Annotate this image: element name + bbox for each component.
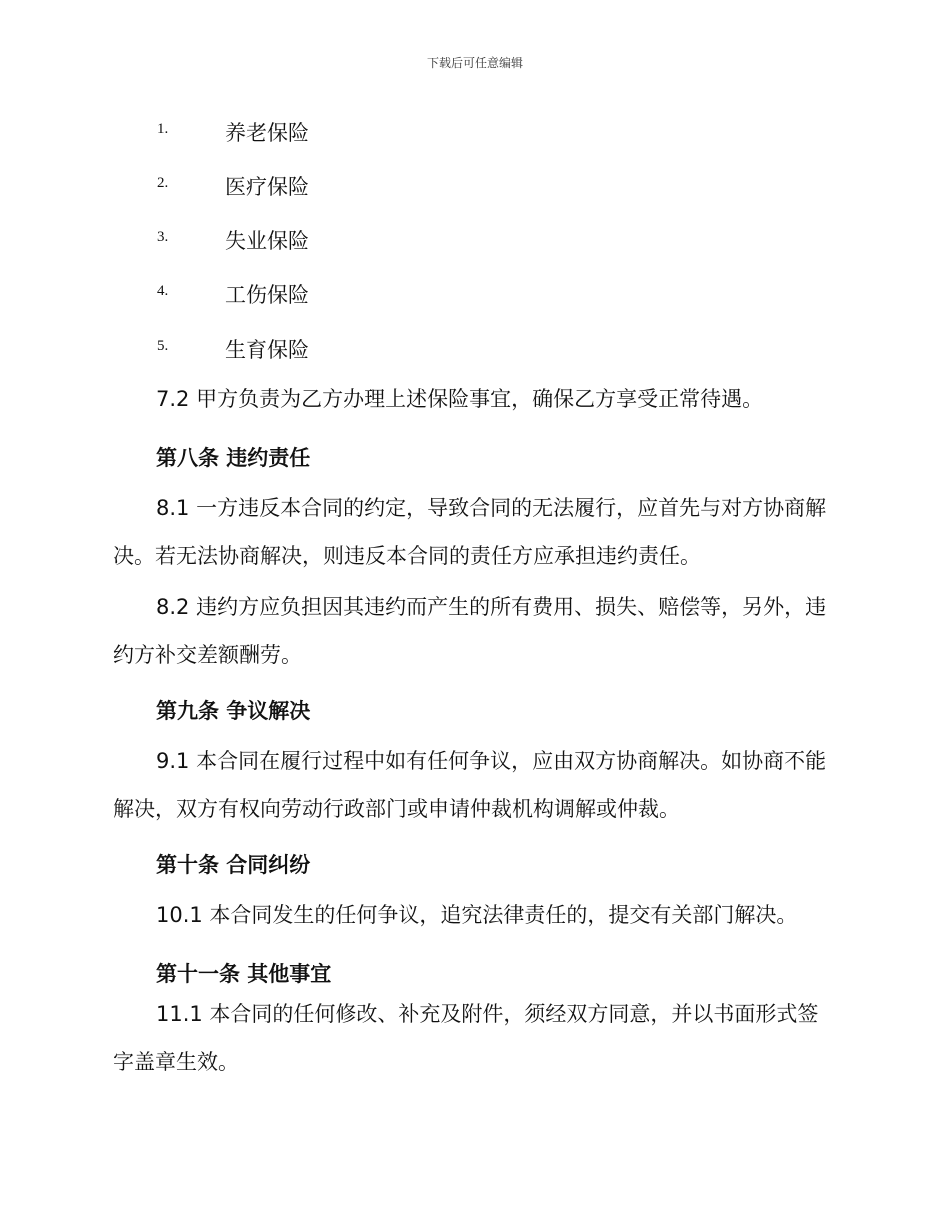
clause-8-1: 8.1 一方违反本合同的约定，导致合同的无法履行，应首先与对方协商解决。若无法协商解决，则违反本合同的责任方应承担违约责任。 xyxy=(113,496,827,568)
clause-11-1: 11.1 本合同的任何修改、补充及附件，须经双方同意，并以书面形式签字盖章生效。 xyxy=(113,1002,819,1074)
section-heading-8: 第八条 违约责任 xyxy=(156,446,311,470)
clause-7-2: 7.2 甲方负责为乙方办理上述保险事宜，确保乙方享受正常待遇。 xyxy=(156,387,764,411)
clause-8-2: 8.2 违约方应负担因其违约而产生的所有费用、损失、赔偿等，另外，违约方补交差额酬劳。 xyxy=(113,595,827,667)
list-number: 3. xyxy=(157,229,169,245)
clause-9-1: 9.1 本合同在履行过程中如有任何争议，应由双方协商解决。如协商不能解决，双方有权向劳动行政部门或申请仲裁机构调解或仲裁。 xyxy=(113,749,827,821)
list-label: 失业保险 xyxy=(225,229,309,253)
list-label: 工伤保险 xyxy=(225,283,309,307)
section-heading-9: 第九条 争议解决 xyxy=(156,699,311,723)
list-label: 生育保险 xyxy=(225,338,309,362)
list-number: 4. xyxy=(157,283,169,299)
list-label: 医疗保险 xyxy=(225,175,309,199)
list-label: 养老保险 xyxy=(225,121,309,145)
list-number: 5. xyxy=(157,338,169,354)
section-heading-10: 第十条 合同纠纷 xyxy=(156,853,311,877)
clause-10-1: 10.1 本合同发生的任何争议，追究法律责任的，提交有关部门解决。 xyxy=(156,903,798,927)
list-number: 1. xyxy=(157,121,169,137)
section-heading-11: 第十一条 其他事宜 xyxy=(156,962,332,986)
list-number: 2. xyxy=(157,175,169,191)
page-header-note: 下载后可任意编辑 xyxy=(426,56,523,70)
